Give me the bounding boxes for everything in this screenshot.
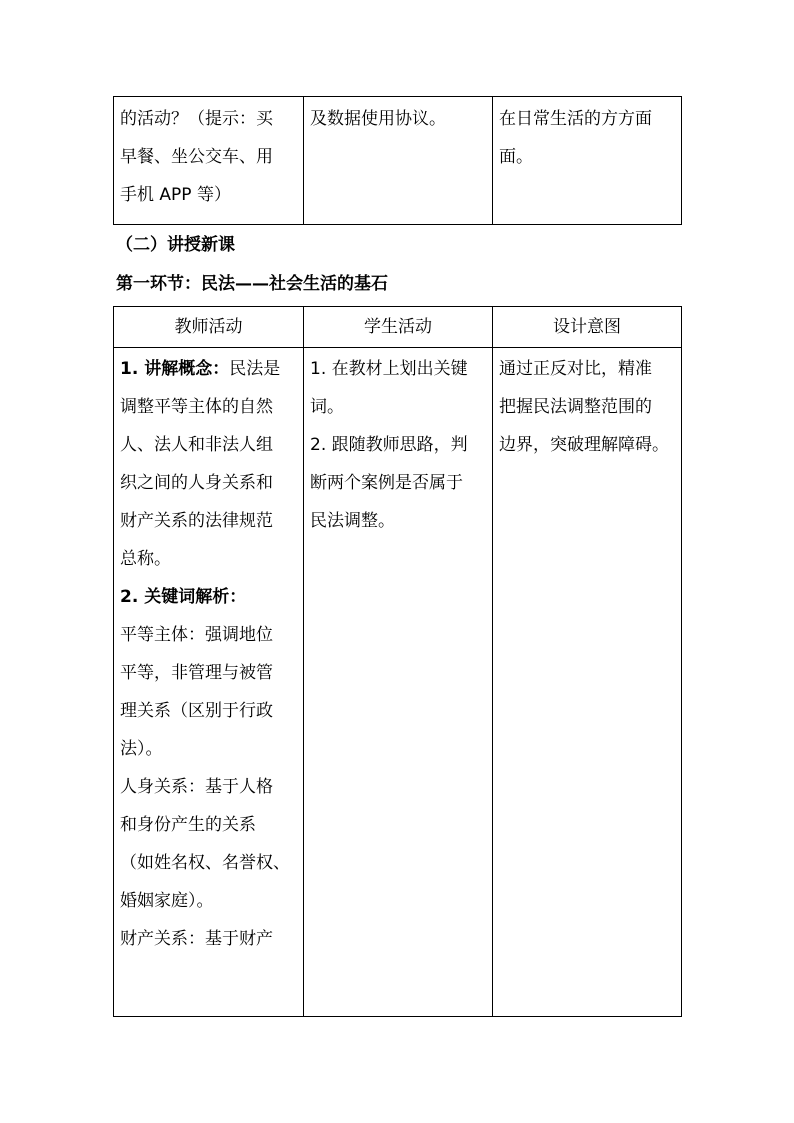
design-intent-cell	[493, 348, 682, 1017]
text-line: 面。	[499, 147, 533, 167]
text-line: 词。	[310, 397, 344, 417]
text-line: 平等，非管理与被管	[120, 663, 273, 683]
design-intent-cell	[493, 97, 682, 225]
text-line: 财产关系：基于财产	[120, 929, 273, 949]
text-line: 婚姻家庭）。	[120, 891, 214, 911]
text-line: 织之间的人身关系和	[120, 473, 273, 493]
text-line: 理关系（区别于行政	[120, 701, 273, 721]
teacher-activity-cell	[114, 97, 304, 225]
text-line: 边界，突破理解障碍。	[499, 435, 669, 455]
text-line: 法）。	[120, 739, 163, 759]
text-line: 民法调整。	[310, 511, 395, 531]
text-line: 的活动？（提示：买	[120, 109, 273, 129]
text-line: 人身关系：基于人格	[120, 777, 273, 797]
text-line	[120, 578, 297, 616]
text-line: 早餐、坐公交车、用	[120, 147, 273, 167]
text-line: 人、法人和非法人组	[120, 435, 273, 455]
header-teacher-activity: 教师活动	[114, 307, 304, 348]
header-design-intent: 设计意图	[493, 307, 682, 348]
text-line: 和身份产生的关系	[120, 815, 256, 835]
text-line: 断两个案例是否属于	[310, 473, 463, 493]
text-line: 财产关系的法律规范	[120, 511, 273, 531]
text-line: 在日常生活的方方面	[499, 109, 652, 129]
text-line: 通过正反对比，精准	[499, 359, 652, 379]
text-line: 及数据使用协议。	[310, 109, 446, 129]
concept-label: 1. 讲解概念：	[120, 359, 230, 379]
concept-text: 民法是	[229, 359, 281, 379]
header-student-activity: 学生活动	[304, 307, 493, 348]
text-line: （如姓名权、名誉权、	[120, 853, 290, 873]
table-header-row	[114, 307, 682, 348]
student-activity-cell	[304, 348, 493, 1017]
keyword-label: 2. 关键词解析：	[120, 587, 247, 607]
lesson-plan-table	[113, 306, 682, 1017]
student-activity-cell	[304, 97, 493, 225]
teacher-activity-cell	[114, 348, 304, 1017]
text-line: 平等主体：强调地位	[120, 625, 273, 645]
table-row	[114, 97, 682, 225]
text-line: 1. 在教材上划出关键	[310, 359, 468, 379]
continued-lesson-table	[113, 96, 682, 225]
table-row	[114, 348, 682, 1017]
text-line: 总称。	[120, 549, 171, 569]
section-heading: （二）讲授新课	[116, 235, 235, 255]
text-line: 手机 APP 等）	[120, 185, 231, 205]
text-line	[120, 350, 297, 388]
text-line: 调整平等主体的自然	[120, 397, 273, 417]
text-line: 把握民法调整范围的	[499, 397, 652, 417]
text-line: 2. 跟随教师思路，判	[310, 435, 468, 455]
subsection-heading: 第一环节：民法——社会生活的基石	[116, 274, 388, 294]
